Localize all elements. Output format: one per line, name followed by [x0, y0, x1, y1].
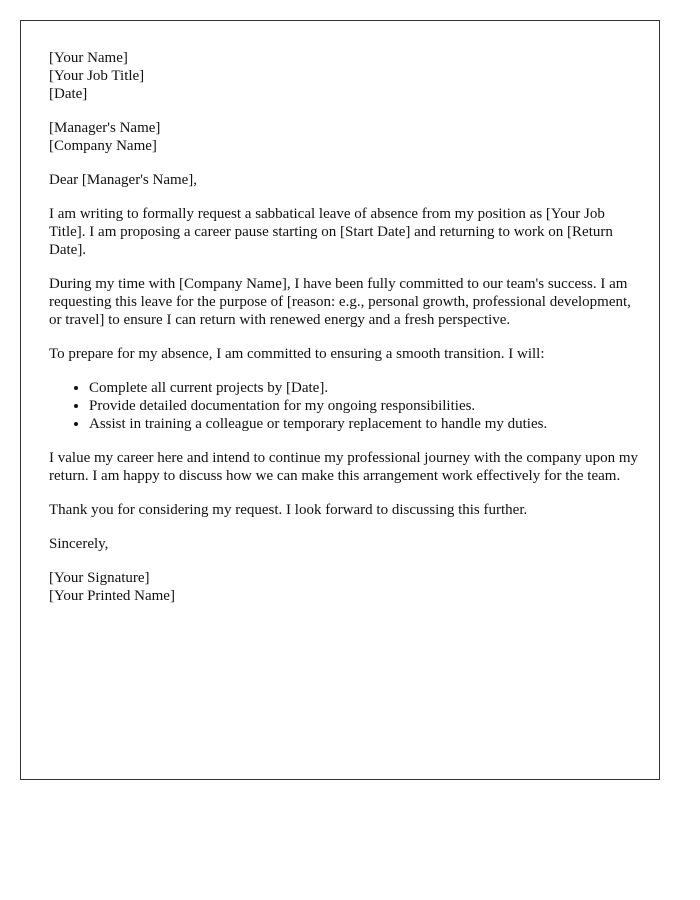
sender-block: [49, 49, 639, 103]
recipient-company-name: [Company Name]: [49, 138, 157, 154]
transition-list: [49, 379, 639, 433]
list-item: • Assist in training a colleague or temporary replacement to handle my duties.: [89, 415, 639, 433]
letter-body: [49, 49, 639, 621]
printed-name: [Your Printed Name]: [49, 588, 175, 604]
sender-name: [Your Name]: [49, 50, 128, 66]
sender-job-title: [Your Job Title]: [49, 68, 145, 84]
letter-date: [Date]: [49, 86, 88, 102]
signature-line: [Your Signature]: [49, 570, 150, 586]
list-item: • Provide detailed documentation for my ongoing responsibilities.: [89, 397, 639, 415]
recipient-block: [49, 119, 639, 155]
transition-intro-paragraph: To prepare for my absence, I am committed to ensuring a smooth transition. I will:: [49, 346, 545, 362]
salutation: Dear [Manager's Name],: [49, 172, 198, 188]
recipient-manager-name: [Manager's Name]: [49, 120, 161, 136]
career-paragraph: I value my career here and intend to continue my professional journey with the company upon my return. I am happy to discuss how we can make this arrangement work effectively for the team.: [49, 450, 638, 484]
signature-block: [49, 569, 639, 605]
closing: Sincerely,: [49, 536, 109, 552]
list-item: • Complete all current projects by [Date].: [89, 379, 639, 397]
reason-paragraph: During my time with [Company Name], I have been fully committed to our team's success. I am requesting this leave for the purpose of [reason: e.g., personal growth, professional development, or travel] to ensure I can return with renewed energy and a fresh perspective.: [49, 276, 631, 328]
thanks-paragraph: Thank you for considering my request. I look forward to discussing this further.: [49, 502, 528, 518]
intro-paragraph: I am writing to formally request a sabbatical leave of absence from my position as [Your Job Title]. I am proposing a career pause starting on [Start Date] and returning to work on [Return Date].: [49, 206, 613, 258]
letter-page: [20, 20, 660, 780]
